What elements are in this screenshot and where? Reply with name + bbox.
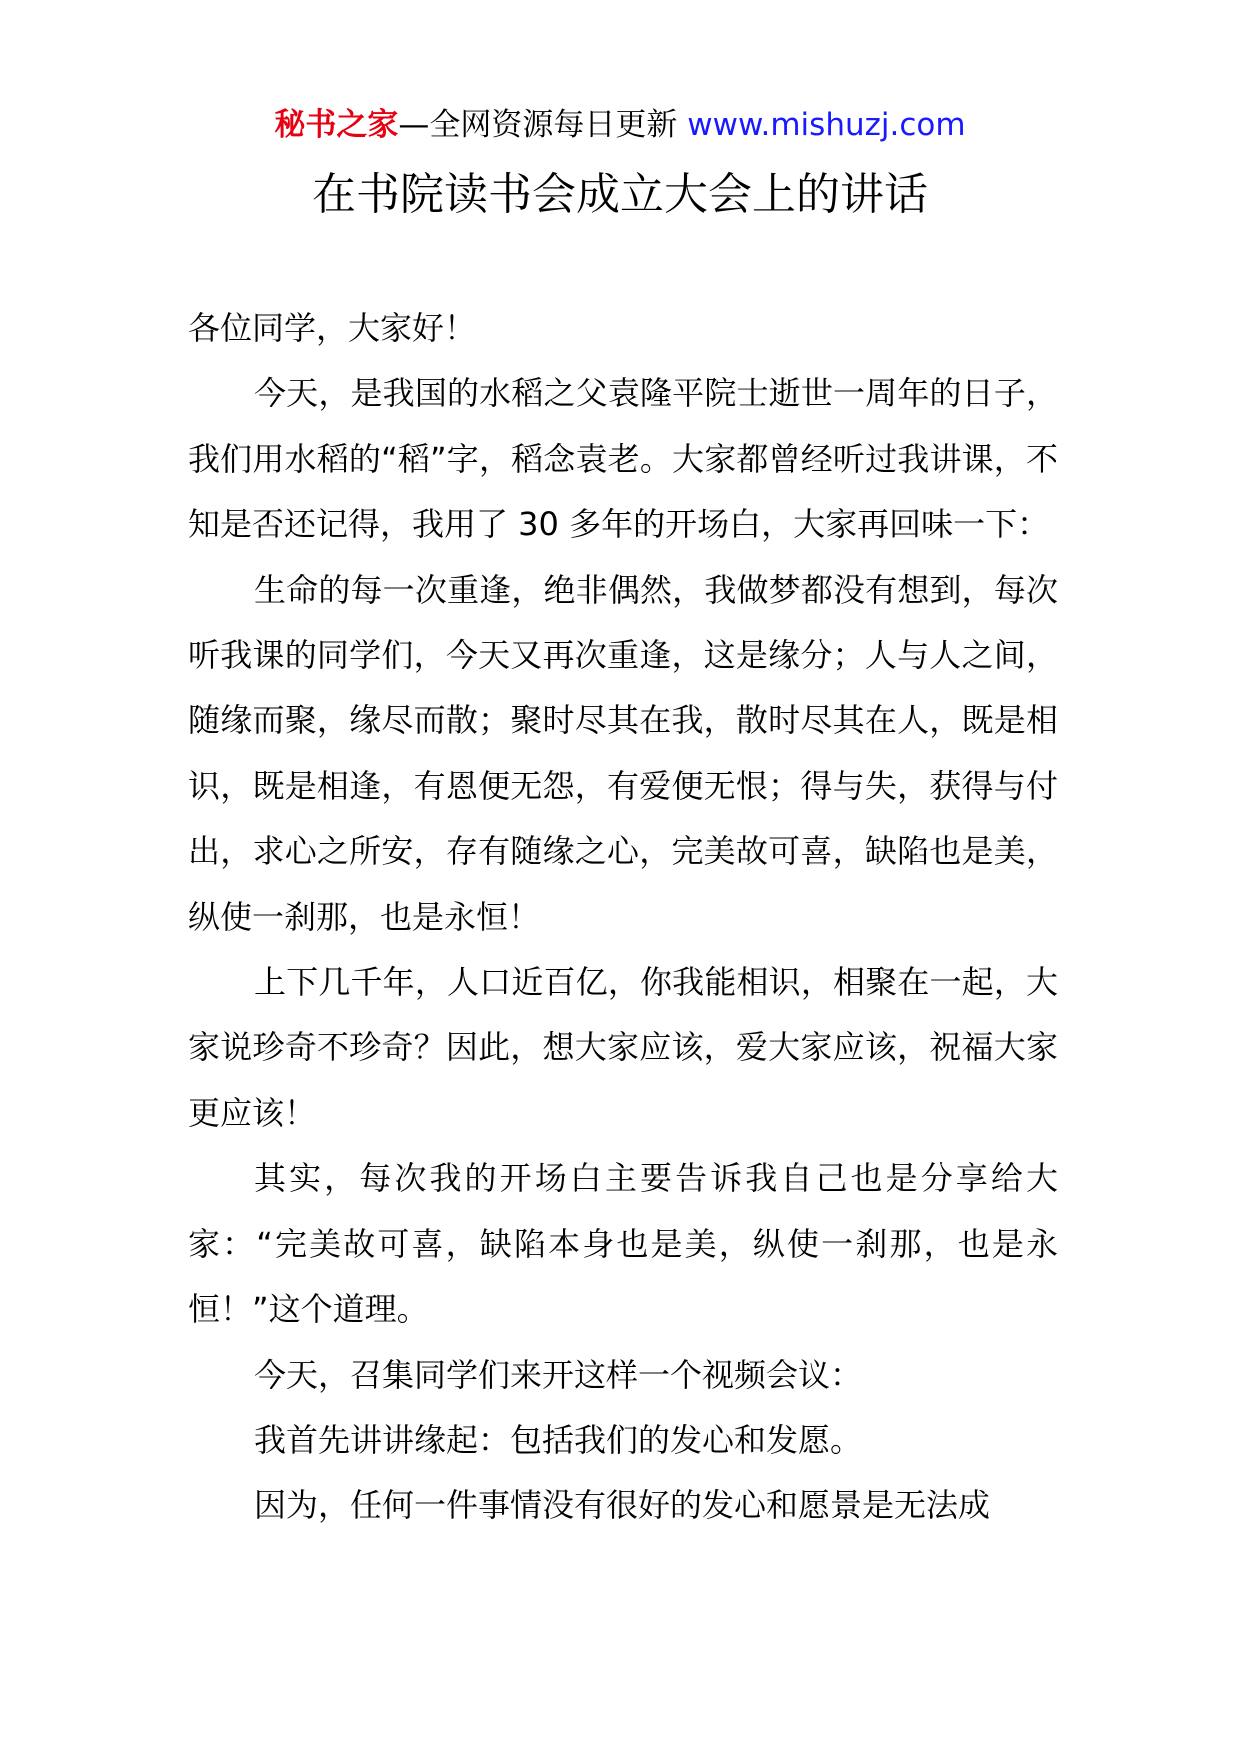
body-paragraph: 今天，召集同学们来开这样一个视频会议： [254,1355,863,1394]
site-tagline: —全网资源每日更新 [398,107,678,143]
body-paragraph: 生命的每一次重逢，绝非偶然，我做梦都没有想到，每次听我课的同学们，今天又再次重逢，这是缘分；人与人之间，随缘而聚，缘尽而散；聚时尽其在我，散时尽其在人，既是相识，既是相逢，有恩便无怨，有爱便无恨；得与失，获得与付出，求心之所安，存有随缘之心，完美故可喜，缺陷也是美，纵使一刹那，也是永恒！ [188,570,1058,936]
document-body [188,296,1058,1539]
document-title: 在书院读书会成立大会上的讲话 [312,169,928,220]
body-paragraph: 我首先讲讲缘起：包括我们的发心和发愿。 [254,1420,863,1459]
site-header [0,100,1240,150]
body-paragraph: 上下几千年，人口近百亿，你我能相识，相聚在一起，大家说珍奇不珍奇？因此，想大家应该，爱大家应该，祝福大家更应该！ [188,963,1058,1132]
salutation-paragraph: 各位同学，大家好！ [188,309,477,347]
body-paragraph: 其实，每次我的开场白主要告诉我自己也是分享给大家：“完美故可喜，缺陷本身也是美，纵使一刹那，也是永恒！”这个道理。 [188,1159,1058,1329]
site-url-link[interactable]: www.mishuzj.com [687,107,966,143]
body-paragraph: 今天，是我国的水稻之父袁隆平院士逝世一周年的日子，我们用水稻的“稻”字，稻念袁老。大家都曾经听过我讲课，不知是否还记得，我用了 30 多年的开场白，大家再回味一下： [188,374,1058,544]
site-brand: 秘书之家 [274,107,399,143]
body-paragraph: 因为，任何一件事情没有很好的发心和愿景是无法成 [254,1486,991,1525]
